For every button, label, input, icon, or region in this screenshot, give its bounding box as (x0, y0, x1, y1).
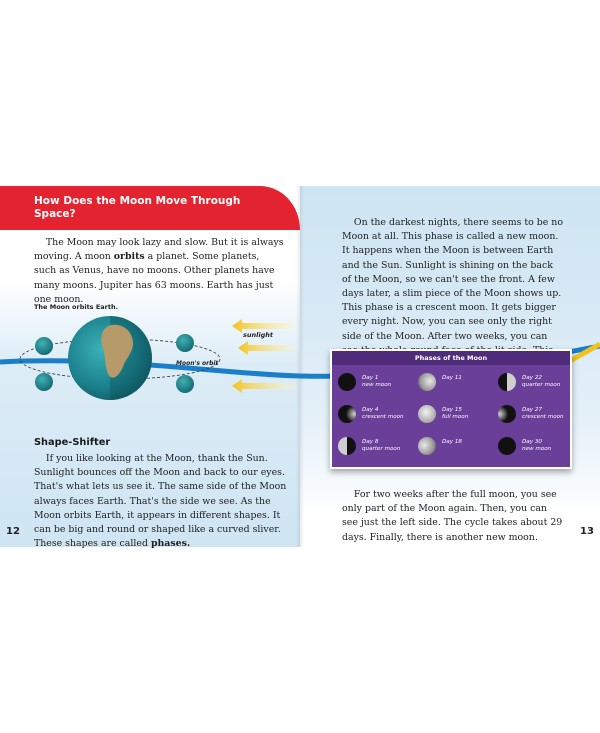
phase-day: Day 30 (522, 439, 542, 445)
page-number-left: 12 (6, 526, 20, 537)
right-bottom-paragraph (342, 488, 564, 545)
phase-name: new moon (362, 382, 392, 388)
right-top-text: On the darkest nights, there seems to be no Moon at all. This phase is called a new moon. It happens when the Moon is between Earth and the Sun. Sunlight is shining on the back of the Moon, so we can't see the front. A few days later, a slim piece of the Moon shows up. This phase is a crescent moon. It gets bigger every night. Now, you can see only the right side of the Moon. After two weeks, you can (342, 217, 563, 342)
sunlight-arrow-3 (232, 379, 295, 393)
phase-moon-icon (338, 437, 356, 455)
phase-item (494, 369, 572, 397)
phase-item (414, 401, 492, 429)
phase-name: quarter moon (362, 446, 401, 452)
orbits-term: orbits (113, 251, 145, 263)
phase-moon-icon (498, 373, 516, 391)
phase-name: full moon (442, 414, 469, 420)
phase-name: new moon (522, 446, 552, 452)
shape-shifter-paragraph (34, 452, 296, 551)
phase-item (494, 401, 572, 429)
intro-text-post: a planet. Some planets, such as Venus, have no moons. Other planets have many moons. Jupiter has 63 moons. Earth has just one moon. (34, 251, 275, 305)
phase-item (334, 433, 412, 461)
moon-left-top (35, 337, 53, 355)
phase-item (494, 433, 572, 461)
moon-right-bottom (176, 375, 194, 393)
page-number-right: 13 (580, 526, 594, 537)
phases-panel (330, 349, 572, 469)
phase-day: Day 18 (442, 439, 462, 445)
phase-day: Day 22 (522, 375, 542, 381)
shape-text-pre: If you like looking at the Moon, thank the Sun. Sunlight bounces off the Moon and back to our eyes. That's what lets us see it. The same side of the Moon always faces Earth. That's the side we see. As the Moon orbits Earth, it appears in different shapes. It can be big and round or shaped like a curved sliver. These shapes are called (34, 453, 287, 550)
phase-moon-icon (418, 373, 436, 391)
moons-orbit-label: Moon's orbit (176, 360, 219, 367)
sunlight-label: sunlight (243, 331, 273, 339)
phase-moon-icon (498, 437, 516, 455)
sunlight-arrow-2 (238, 341, 295, 355)
phase-item (414, 433, 492, 461)
phase-name: quarter moon (522, 382, 561, 388)
phase-day: Day 1 (362, 375, 379, 381)
phase-name: crescent moon (522, 414, 564, 420)
phase-moon-icon (338, 373, 356, 391)
phase-item (334, 401, 412, 429)
book-spread (0, 186, 600, 550)
phases-term: phases. (150, 538, 191, 550)
phase-day: Day 11 (442, 375, 462, 381)
moon-right-top (176, 334, 194, 352)
phase-name: crescent moon (362, 414, 404, 420)
phase-day: Day 8 (362, 439, 379, 445)
phase-moon-icon (498, 405, 516, 423)
subheading: Shape-Shifter (34, 437, 111, 448)
phase-day: Day 15 (442, 407, 462, 413)
phase-day: Day 4 (362, 407, 379, 413)
intro-text-pre: The Moon may look lazy and slow. But it is always moving. A moon (34, 237, 284, 263)
moon-left-bottom (35, 373, 53, 391)
right-bottom-text: For two weeks after the full moon, you see only part of the Moon again. Then, you can see just the left side. The cycle takes about 29 days. Finally, there is another new moon. (342, 489, 563, 543)
phase-moon-icon (418, 437, 436, 455)
phase-item (414, 369, 492, 397)
phases-panel-title: Phases of the Moon (332, 351, 570, 365)
phase-day: Day 27 (522, 407, 542, 413)
section-heading: How Does the Moon Move Through Space? (34, 195, 241, 220)
diagram-caption: The Moon orbits Earth. (34, 303, 119, 311)
phase-moon-icon (338, 405, 356, 423)
phase-moon-icon (418, 405, 436, 423)
phase-item (334, 369, 412, 397)
